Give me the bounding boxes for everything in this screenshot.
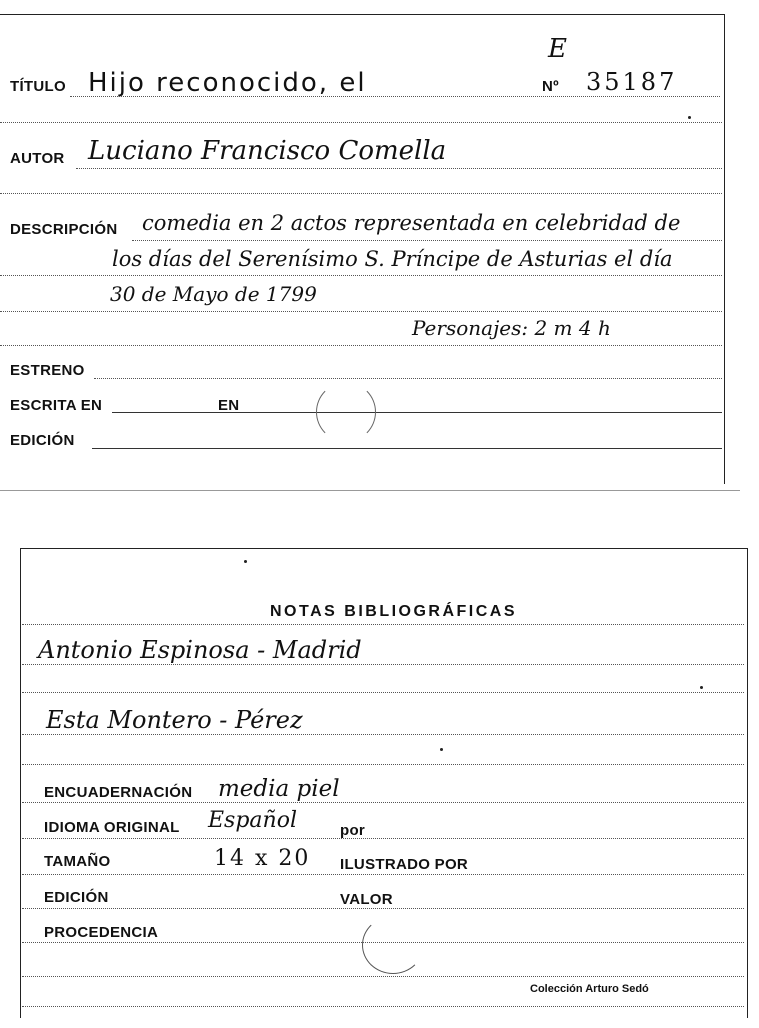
- valor-label: VALOR: [340, 891, 393, 908]
- descripcion-line-2: los días del Serenísimo S. Príncipe de Asturias el día: [112, 247, 673, 271]
- tamano-line: [22, 874, 744, 875]
- descripcion-line: [0, 311, 722, 312]
- descripcion-line: [132, 240, 722, 241]
- escrita-en-label: ESCRITA EN: [10, 397, 103, 414]
- numero-value: 35187: [586, 68, 678, 96]
- descripcion-line-3: 30 de Mayo de 1799: [110, 282, 317, 306]
- tamano-label: TAMAÑO: [44, 853, 111, 870]
- titulo-label: TÍTULO: [10, 78, 66, 95]
- personajes-value: Personajes: 2 m 4 h: [412, 316, 611, 340]
- blank-line: [22, 1006, 744, 1007]
- note-2: Esta Montero - Pérez: [46, 706, 303, 734]
- mark: [700, 686, 703, 689]
- descripcion-line-1: comedia en 2 actos representada en celebridad de: [142, 211, 681, 235]
- personajes-line: [0, 345, 722, 346]
- blank-line: [0, 193, 722, 194]
- idioma-line: [22, 838, 744, 839]
- heading-line: [22, 624, 744, 625]
- edicion-b-line: [22, 908, 744, 909]
- note-line: [22, 734, 744, 735]
- notas-heading: NOTAS BIBLIOGRÁFICAS: [270, 603, 518, 620]
- corner-mark: E: [548, 34, 567, 64]
- edicion-b-label: EDICIÓN: [44, 889, 109, 906]
- descripcion-line: [0, 275, 722, 276]
- descripcion-label: DESCRIPCIÓN: [10, 221, 118, 238]
- encuadernacion-label: ENCUADERNACIÓN: [44, 784, 193, 801]
- note-1: Antonio Espinosa - Madrid: [38, 636, 362, 664]
- tamano-value: 14 x 20: [214, 846, 311, 871]
- note-line: [22, 764, 744, 765]
- blank-line: [22, 976, 744, 977]
- idioma-label: IDIOMA ORIGINAL: [44, 819, 180, 836]
- ilustrado-label: ILUSTRADO POR: [340, 856, 469, 873]
- mark: [440, 748, 443, 751]
- por-label: por: [340, 822, 366, 839]
- idioma-value: Español: [208, 808, 297, 833]
- titulo-line: [70, 96, 720, 97]
- autor-line: [76, 168, 722, 169]
- autor-value: Luciano Francisco Comella: [88, 136, 447, 166]
- edicion-line: [92, 448, 722, 449]
- encuadernacion-line: [22, 802, 744, 803]
- mark: [688, 116, 691, 119]
- note-line: [22, 692, 744, 693]
- edicion-label: EDICIÓN: [10, 432, 75, 449]
- numero-label: Nº: [542, 78, 559, 95]
- estreno-label: ESTRENO: [10, 362, 85, 379]
- card-divider: [0, 490, 740, 491]
- en-label: EN: [218, 397, 240, 414]
- blank-line: [0, 122, 722, 123]
- mark: [244, 560, 247, 563]
- titulo-value: Hijo reconocido, el: [88, 68, 367, 98]
- collection-footer: Colección Arturo Sedó: [530, 983, 649, 995]
- estreno-line: [94, 378, 722, 379]
- procedencia-label: PROCEDENCIA: [44, 924, 159, 941]
- autor-label: AUTOR: [10, 150, 65, 167]
- punch-hole: [362, 916, 424, 974]
- encuadernacion-value: media piel: [218, 776, 340, 802]
- note-line: [22, 664, 744, 665]
- escrita-en-line: [112, 412, 722, 413]
- punch-hole: [316, 382, 376, 442]
